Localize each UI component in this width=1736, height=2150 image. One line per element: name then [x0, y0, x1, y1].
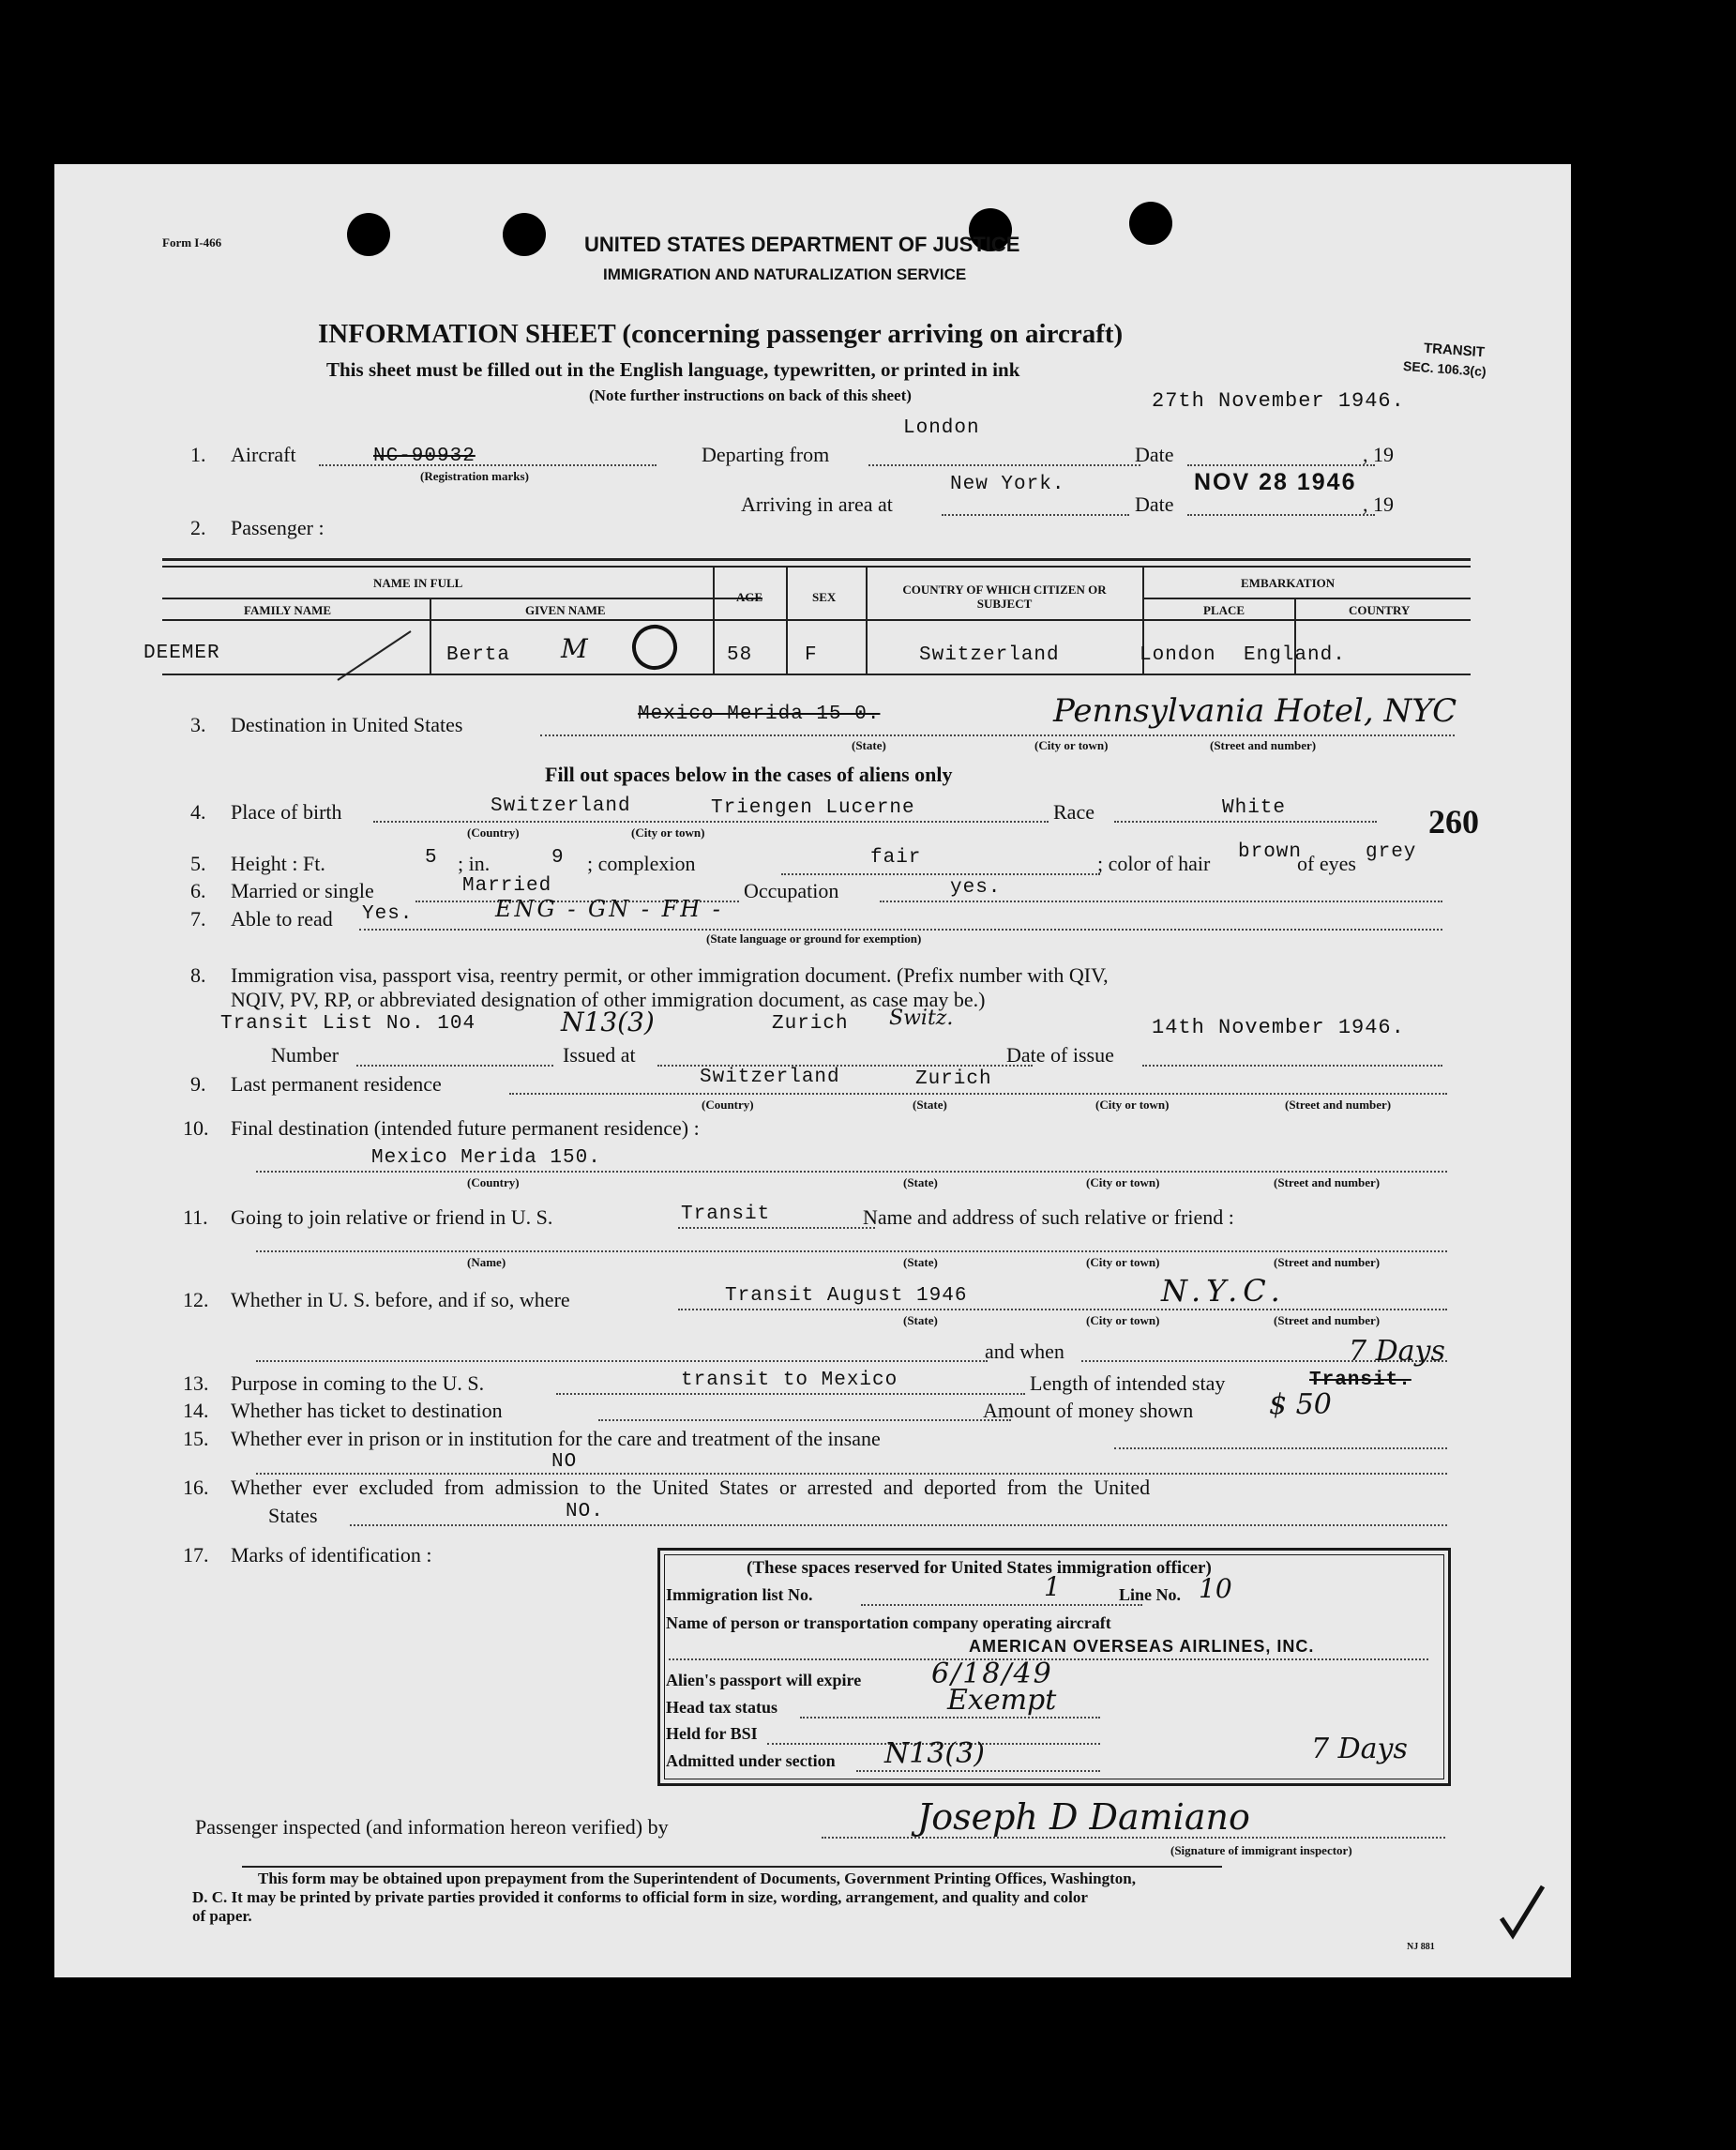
complexion-value: fair	[870, 847, 922, 869]
destination-label: Destination in United States	[231, 713, 463, 736]
date-year: , 19	[1363, 443, 1394, 466]
final-destination-label: Final destination (intended future permanent residence) :	[231, 1116, 700, 1140]
item-number: 4.	[190, 800, 206, 824]
caption: (State)	[903, 1313, 938, 1327]
caption: (Name)	[467, 1255, 506, 1269]
item-number: 11.	[183, 1205, 208, 1229]
form-title: INFORMATION SHEET (concerning passenger arriving on aircraft)	[318, 319, 1124, 349]
marital-label: Married or single	[231, 879, 374, 902]
date-of-issue-value: 14th November 1946.	[1152, 1016, 1405, 1039]
previous-visit-value: Transit August 1946	[725, 1285, 968, 1307]
item-number: 10.	[183, 1116, 209, 1140]
sex-value: F	[805, 644, 818, 666]
identification-marks-label: Marks of identification :	[231, 1543, 432, 1567]
column-header: COUNTRY OF WHICH CITIZEN OR SUBJECT	[902, 583, 1107, 611]
item-number: 14.	[183, 1399, 209, 1422]
destination-typed: Mexico Merida 15 0.	[638, 704, 881, 725]
embarkation-country-value: England.	[1244, 644, 1346, 666]
punch-hole	[347, 213, 390, 256]
citizenship-value: Switzerland	[919, 644, 1060, 666]
caption: (City or town)	[1034, 738, 1109, 752]
item-number: 12.	[183, 1288, 209, 1311]
date-label: Date	[1135, 443, 1174, 466]
height-label: Height : Ft.	[231, 852, 325, 875]
punch-hole	[1129, 202, 1172, 245]
residence-label: Last permanent residence	[231, 1072, 442, 1096]
birth-country-value: Switzerland	[491, 795, 631, 817]
caption: (Country)	[702, 1098, 754, 1112]
prison-value: NO	[551, 1451, 578, 1473]
caption: (State)	[903, 1175, 938, 1189]
race-label: Race	[1053, 800, 1094, 824]
document-instructions: Immigration visa, passport visa, reentry permit, or other immigration document. (Prefix number with QIV,	[231, 963, 1109, 987]
caption: (State language or ground for exemption)	[706, 931, 922, 946]
caption: (Street and number)	[1274, 1313, 1381, 1327]
arriving-label: Arriving in area at	[741, 492, 893, 516]
eyes-label: of eyes	[1297, 852, 1356, 875]
column-header: SEX	[812, 590, 837, 604]
caption: (Country)	[467, 1175, 520, 1189]
item-number: 9.	[190, 1072, 206, 1096]
airline-stamp: AMERICAN OVERSEAS AIRLINES, INC.	[969, 1637, 1315, 1656]
column-header: GIVEN NAME	[525, 603, 606, 617]
stay-handwritten: 7 Days	[1349, 1335, 1445, 1368]
item-number: 8.	[190, 963, 206, 987]
column-header: AGE	[736, 590, 763, 604]
item-number: 17.	[183, 1543, 209, 1567]
issued-label: Issued at	[563, 1043, 636, 1067]
department-title: UNITED STATES DEPARTMENT OF JUSTICE	[584, 233, 1020, 256]
transport-label: Name of person or transportation company operating aircraft	[666, 1613, 1111, 1632]
section-stamp: SEC. 106.3(c)	[1402, 357, 1487, 380]
caption: (Signature of immigrant inspector)	[1170, 1843, 1352, 1857]
document-code-handwritten: N13(3)	[561, 1007, 655, 1037]
height-inches-value: 9	[551, 847, 565, 869]
departing-label: Departing from	[702, 443, 830, 466]
hair-label: ; color of hair	[1097, 852, 1211, 875]
stay-label: Length of intended stay	[1030, 1371, 1226, 1395]
birth-city-value: Triengen Lucerne	[711, 797, 915, 819]
caption: (Street and number)	[1210, 738, 1317, 752]
inspector-signature: Joseph D Damiano	[917, 1796, 1250, 1838]
race-value: White	[1222, 797, 1287, 819]
caption: (State)	[903, 1255, 938, 1269]
item-number: 6.	[190, 879, 206, 902]
purpose-value: transit to Mexico	[681, 1370, 898, 1391]
document-instructions: NQIV, PV, RP, or abbreviated designation of other immigration document, as case may be.)	[231, 988, 986, 1011]
admitted-section-label: Admitted under section	[666, 1751, 836, 1770]
column-header: PLACE	[1203, 603, 1245, 617]
age-value: 58	[727, 644, 753, 666]
item-number: 7.	[190, 907, 206, 931]
date-year: , 19	[1363, 492, 1394, 516]
residence-country-value: Switzerland	[700, 1067, 840, 1088]
caption: (Street and number)	[1285, 1098, 1392, 1112]
issued-place-value: Zurich	[772, 1013, 849, 1035]
bsi-label: Held for BSI	[666, 1724, 758, 1743]
passport-expiry-value: 6/18/49	[931, 1658, 1053, 1690]
form-number: Form I-466	[162, 235, 222, 250]
item-number: 3.	[190, 713, 206, 736]
caption: (Street and number)	[1274, 1255, 1381, 1269]
line-number-label: Line No.	[1119, 1585, 1182, 1604]
caption: (City or town)	[631, 825, 705, 840]
document-sheet	[54, 164, 1571, 1977]
handwritten-code: 260	[1428, 803, 1479, 840]
footer-text: of paper.	[192, 1907, 252, 1925]
prison-label: Whether ever in prison or in institution for the care and treatment of the insane	[231, 1427, 881, 1450]
occupation-label: Occupation	[744, 879, 839, 902]
previous-visit-handwritten: N.Y.C.	[1161, 1273, 1286, 1309]
item-number: 15.	[183, 1427, 209, 1450]
middle-initial-handwritten: M	[561, 633, 588, 664]
occupation-value: yes.	[950, 877, 1002, 899]
handwritten-marks	[336, 624, 711, 689]
column-header: COUNTRY	[1349, 603, 1411, 617]
item-number: 2.	[190, 516, 206, 539]
arriving-value: New York.	[950, 474, 1065, 495]
checkmark-handwritten	[1494, 1881, 1550, 1946]
admitted-days-value: 7 Days	[1311, 1733, 1408, 1765]
purpose-label: Purpose in coming to the U. S.	[231, 1371, 485, 1395]
form-subtitle: This sheet must be filled out in the English language, typewritten, or printed in ink	[326, 358, 1020, 381]
hair-value: brown	[1238, 841, 1303, 863]
complexion-label: ; complexion	[587, 852, 696, 875]
read-value: Yes.	[362, 903, 414, 925]
excluded-value: NO.	[566, 1501, 604, 1522]
aircraft-registration: NC-90932	[373, 446, 476, 467]
departing-value: London	[903, 417, 980, 439]
line-number-value: 10	[1199, 1573, 1232, 1604]
form-note: (Note further instructions on back of this sheet)	[589, 386, 912, 404]
caption: (City or town)	[1095, 1098, 1170, 1112]
date-of-issue-label: Date of issue	[1006, 1043, 1114, 1067]
item-number: 1.	[190, 443, 206, 466]
passenger-label: Passenger :	[231, 516, 325, 539]
transit-stamp: TRANSIT	[1423, 340, 1486, 361]
admitted-section-value: N13(3)	[884, 1737, 985, 1770]
stay-typed-value: Transit.	[1309, 1370, 1411, 1391]
aliens-heading: Fill out spaces below in the cases of aliens only	[545, 763, 953, 786]
passport-expiry-label: Alien's passport will expire	[666, 1671, 862, 1689]
read-label: Able to read	[231, 907, 333, 931]
caption: (State)	[852, 738, 886, 752]
inches-label: ; in.	[458, 852, 491, 875]
caption: (State)	[913, 1098, 947, 1112]
list-number-value: 1	[1044, 1571, 1061, 1602]
list-number-label: Immigration list No.	[666, 1585, 813, 1604]
arrival-date-stamp: NOV 28 1946	[1194, 469, 1357, 495]
join-relative-value: Transit	[681, 1204, 771, 1225]
previous-visit-label: Whether in U. S. before, and if so, where	[231, 1288, 570, 1311]
birthplace-label: Place of birth	[231, 800, 342, 824]
item-number: 13.	[183, 1371, 209, 1395]
item-number: 5.	[190, 852, 206, 875]
caption: (City or town)	[1086, 1255, 1160, 1269]
excluded-label-cont: States	[268, 1504, 318, 1527]
and-when-label: and when	[985, 1340, 1064, 1363]
footer-text: This form may be obtained upon prepayment from the Superintendent of Documents, Government Printing Offices, Washington,	[258, 1870, 1136, 1887]
given-name-value: Berta	[446, 644, 511, 666]
issued-place-handwritten: Switz.	[889, 1007, 954, 1030]
final-destination-value: Mexico Merida 150.	[371, 1147, 601, 1169]
number-label: Number	[271, 1043, 340, 1067]
residence-state-value: Zurich	[915, 1068, 992, 1090]
height-feet-value: 5	[425, 847, 438, 869]
head-tax-value: Exempt	[947, 1684, 1057, 1717]
destination-handwritten: Pennsylvania Hotel, NYC	[1053, 692, 1457, 730]
service-title: IMMIGRATION AND NATURALIZATION SERVICE	[603, 265, 967, 283]
money-label: Amount of money shown	[983, 1399, 1194, 1422]
caption: (City or town)	[1086, 1313, 1160, 1327]
caption: (Country)	[467, 825, 520, 840]
print-code: NJ 881	[1407, 1942, 1435, 1952]
date-label: Date	[1135, 492, 1174, 516]
column-header: NAME IN FULL	[373, 576, 463, 590]
relative-name-label: Name and address of such relative or friend :	[863, 1205, 1234, 1229]
officer-box-heading: (These spaces reserved for United States immigration officer)	[747, 1558, 1212, 1578]
excluded-label: Whether ever excluded from admission to the United States or arrested and deported from the United	[231, 1476, 1151, 1499]
languages-handwritten: ENG - GN - FH -	[495, 896, 723, 922]
family-name-value: DEEMER	[143, 643, 220, 664]
join-relative-label: Going to join relative or friend in U. S.	[231, 1205, 553, 1229]
marital-value: Married	[462, 875, 552, 897]
inspected-label: Passenger inspected (and information hereon verified) by	[195, 1815, 669, 1839]
footer-text: D. C. It may be printed by private parties provided it conforms to official form in size, wording, arrangement, and quality and color	[192, 1888, 1088, 1906]
head-tax-label: Head tax status	[666, 1698, 778, 1717]
caption: (Street and number)	[1274, 1175, 1381, 1189]
ticket-label: Whether has ticket to destination	[231, 1399, 503, 1422]
column-header: FAMILY NAME	[244, 603, 332, 617]
money-handwritten: $ 50	[1269, 1388, 1332, 1421]
column-header: EMBARKATION	[1241, 576, 1336, 590]
aircraft-label: Aircraft	[231, 443, 296, 466]
caption: (Registration marks)	[420, 469, 529, 483]
caption: (City or town)	[1086, 1175, 1160, 1189]
departure-date: 27th November 1946.	[1152, 389, 1405, 413]
embarkation-place-value: London	[1140, 644, 1216, 666]
punch-hole	[503, 213, 546, 256]
eyes-value: grey	[1366, 841, 1417, 863]
document-number-typed: Transit List No. 104	[220, 1013, 476, 1035]
item-number: 16.	[183, 1476, 209, 1499]
